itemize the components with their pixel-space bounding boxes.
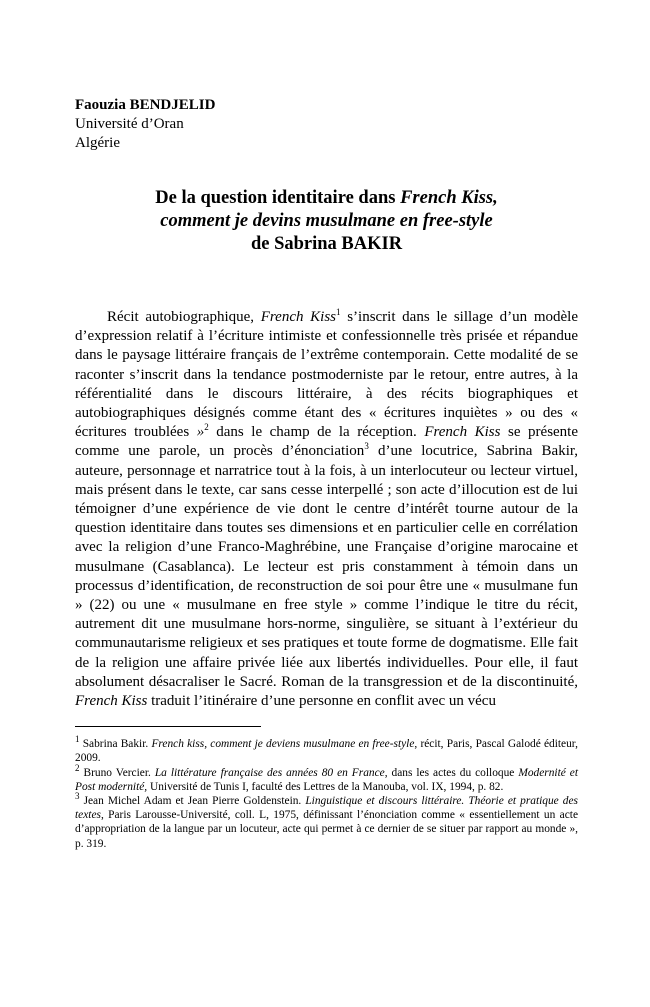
footnote-ref-3: 3 bbox=[364, 441, 369, 452]
footnote-ref-2: 2 bbox=[204, 422, 209, 433]
body-paragraph: Récit autobiographique, French Kiss$^1$ s’inscrit dans le sillage d’un modèle d’expression relatif à l’écriture intimiste et confessionnelle très prisée et répandue dans le paysage littéraire français de l’extrême contemporain. Cette modalité de se raconter s’inscrit dans la tendance postmoderniste par le retour, entre autres, à la référentialité dans le discours littéraire, à des récits biographiques et autobiographiques désignés comme étant des « écritures inquiètes » ou des « écritures troublées »$^2$ dans le champ de la réception. French Kiss se présente comme une parole, un procès d’énonciation$^3$ d’une locutrice, Sabrina Bakir, auteure, personnage et narratrice tout à la fois, à un interlocuteur ou lecteur virtuel, mais présent dans le texte, car sans cesse interpellé ; son acte d’illocution est de lui témoigner d’une expérience de vie dont le centre d’intérêt tourne autour de la question identitaire dans toutes ses dimensions et en particulier celle en corrélation avec la religion d’une Franco-Maghrébine, une Française d’origine marocaine et musulmane (Casablanca). Le lecteur est pris constamment à témoin dans un processus d’identification, de reconstruction de soi pour être une « musulmane fun » (22) ou une « musulmane en free style » comme l’indique le titre du récit, autrement dit une musulmane hors-norme, singulière, se situant à l’extérieur du communautarisme religieux et ses pratiques et toute forme de dogmatisme. Elle fait de la religion une affaire privée liée aux libertés individuelles. Pour elle, il faut absolument désacraliser le Sacré. Roman de la transgression et de la discontinuité, French Kiss traduit l’itinéraire d’une personne en conflit avec un vécu bbox=[75, 307, 579, 710]
footnotes bbox=[75, 734, 578, 851]
title-line-2: comment je devins musulmane en free-style bbox=[160, 211, 493, 231]
title-line-1: De la question identitaire dans French Kiss, bbox=[155, 188, 498, 208]
title-line-3: de Sabrina BAKIR bbox=[250, 234, 403, 254]
footnote-separator bbox=[75, 726, 261, 727]
author-university: Université d’Oran bbox=[75, 116, 184, 132]
author-name: Faouzia BENDJELID bbox=[75, 97, 216, 113]
footnote-ref-1: 1 bbox=[336, 307, 341, 317]
author-country: Algérie bbox=[75, 135, 120, 151]
footnote-1: $^1$ Sabrina Bakir. French kiss, comment je deviens musulmane en free-style, récit, Paris, Pascal Galodé éditeur, 2009. bbox=[75, 734, 578, 765]
article-title bbox=[75, 187, 578, 256]
page bbox=[75, 96, 578, 851]
footnote-2: $^2$ Bruno Vercier. La littérature française des années 80 en France, dans les actes du colloque Modernité et Post modernité, Université de Tunis I, faculté des Lettres de la Manouba, vol. IX, 1994, p. 82. bbox=[75, 762, 578, 793]
footnote-3: $^3$ Jean Michel Adam et Jean Pierre Goldenstein. Linguistique et discours littéraire. Théorie et pratique des textes, Paris Larousse-Université, coll. L, 1975, définissant l’énonciation comme « essentiellement un acte d’appropriation de la langue par un locuteur, acte qui permet à ce dernier de se situer par rapport au monde », p. 319. bbox=[75, 791, 578, 850]
author-block bbox=[75, 96, 578, 153]
